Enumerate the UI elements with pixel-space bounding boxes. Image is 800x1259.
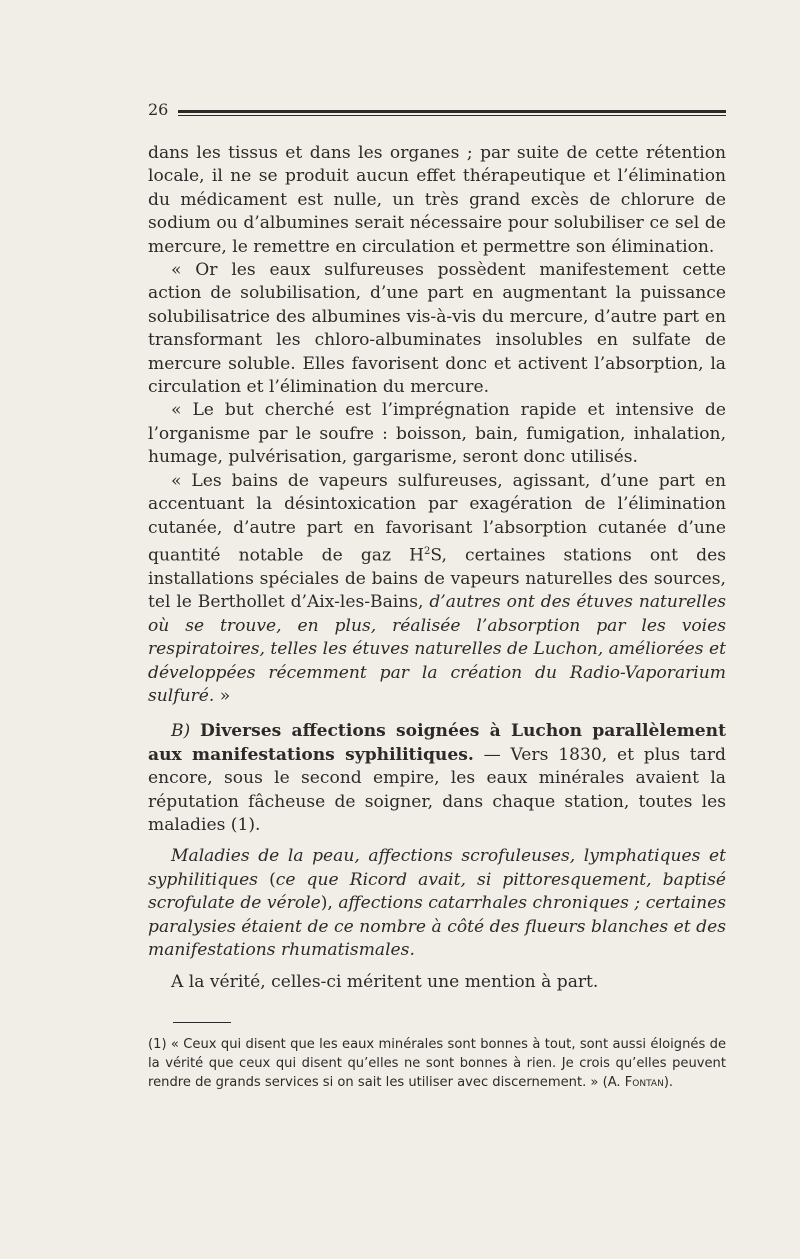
header-rule	[178, 110, 726, 113]
paragraph-4-superscript: 2	[424, 545, 431, 557]
paragraph-5-text: — Vers 1830, et plus tard encore, sous le second empire, les eaux minérales avaient la réputation fâcheuse de soigner, dans chaque station, toutes les maladies (1).	[148, 744, 726, 836]
paragraph-6-paren-open: (	[257, 869, 276, 890]
paragraph-5	[148, 720, 726, 837]
section-label: B)	[171, 721, 191, 742]
footnote	[148, 1035, 726, 1092]
section-heading: Diverses affections soignées à Luchon parallèlement aux manifestations syphilitiques.	[148, 721, 726, 765]
footnote-author-initial: A.	[607, 1075, 625, 1090]
body-text	[148, 142, 726, 994]
paragraph-6-paren-close: ),	[320, 893, 339, 914]
page-number: 26	[148, 100, 169, 119]
paragraph-6-italic-b: ce que Ricord avait, si pittoresquement, baptisé scrofulate de vérole	[148, 869, 726, 914]
paragraph-3: « Le but cherché est l’imprégnation rapide et intensive de l’organisme par le soufre : boisson, bain, fumigation, inhalation, humage, pulvérisation, gargarisme, seront donc utilisés.	[148, 400, 726, 468]
footnote-text: (1) « Ceux qui disent que les eaux minérales sont bonnes à tout, sont aussi éloignés de la vérité que ceux qui disent qu’elles ne sont bonnes à rien. Je crois qu’elles peuvent rendre de grands services si on sait les utiliser avec discernement. » (	[148, 1037, 726, 1090]
footnote-close: ).	[663, 1075, 674, 1090]
paragraph-4-italic: d’autres ont des étuves naturelles où se trouve, en plus, réalisée l’absorption par les voies respiratoires, telles les étuves naturelles de Luchon, améliorées et développées récemment par la création du Radio-Vaporarium sulfuré.	[148, 592, 727, 707]
footnote-rule	[173, 1022, 231, 1023]
paragraph-4-text-b: S, certaines stations ont des installations spéciales de bains de vapeurs naturelles des sources, tel le Berthollet d’Aix-les-Bains,	[148, 545, 726, 613]
paragraph-4-end: »	[214, 686, 231, 707]
page-header	[148, 100, 726, 120]
paragraph-6-italic-c: affections catarrhales chroniques ; certaines paralysies étaient de ce nombre à côté des flueurs blanches et des manifestations rhumatismales.	[148, 893, 726, 961]
paragraph-6	[148, 845, 726, 962]
paragraph-2: « Or les eaux sulfureuses possèdent manifestement cette action de solubilisation, d’une part en augmentant la puissance solubilisatrice des albumines vis-à-vis du mercure, d’autre part en transformant les chloro-albuminates insolubles en sulfate de mercure soluble. Elles favorisent donc et activent l’absorption, la circulation et l’élimination du mercure.	[148, 260, 726, 398]
paragraph-7: A la vérité, celles-ci méritent une mention à part.	[171, 971, 599, 992]
paragraph-1: dans les tissus et dans les organes ; par suite de cette rétention locale, il ne se produit aucun effet thérapeutique et l’élimination du médicament est nulle, un très grand excès de chlorure de sodium ou d’albumines serait nécessaire pour solubiliser ce sel de mercure, le remettre en circulation et permettre son élimination.	[148, 143, 726, 257]
paragraph-4-text-a: « Les bains de vapeurs sulfureuses, agissant, d’une part en accentuant la désintoxication par exagération de l’élimination cutanée, d’autre part en favorisant l’absorption cutanée d’une quantité notable de gaz H	[148, 470, 726, 566]
paragraph-4	[148, 470, 726, 709]
footnote-author: Fontan	[624, 1075, 664, 1090]
paragraph-6-italic-a: Maladies de la peau, affections scrofuleuses, lymphatiques et syphilitiques	[148, 846, 726, 890]
